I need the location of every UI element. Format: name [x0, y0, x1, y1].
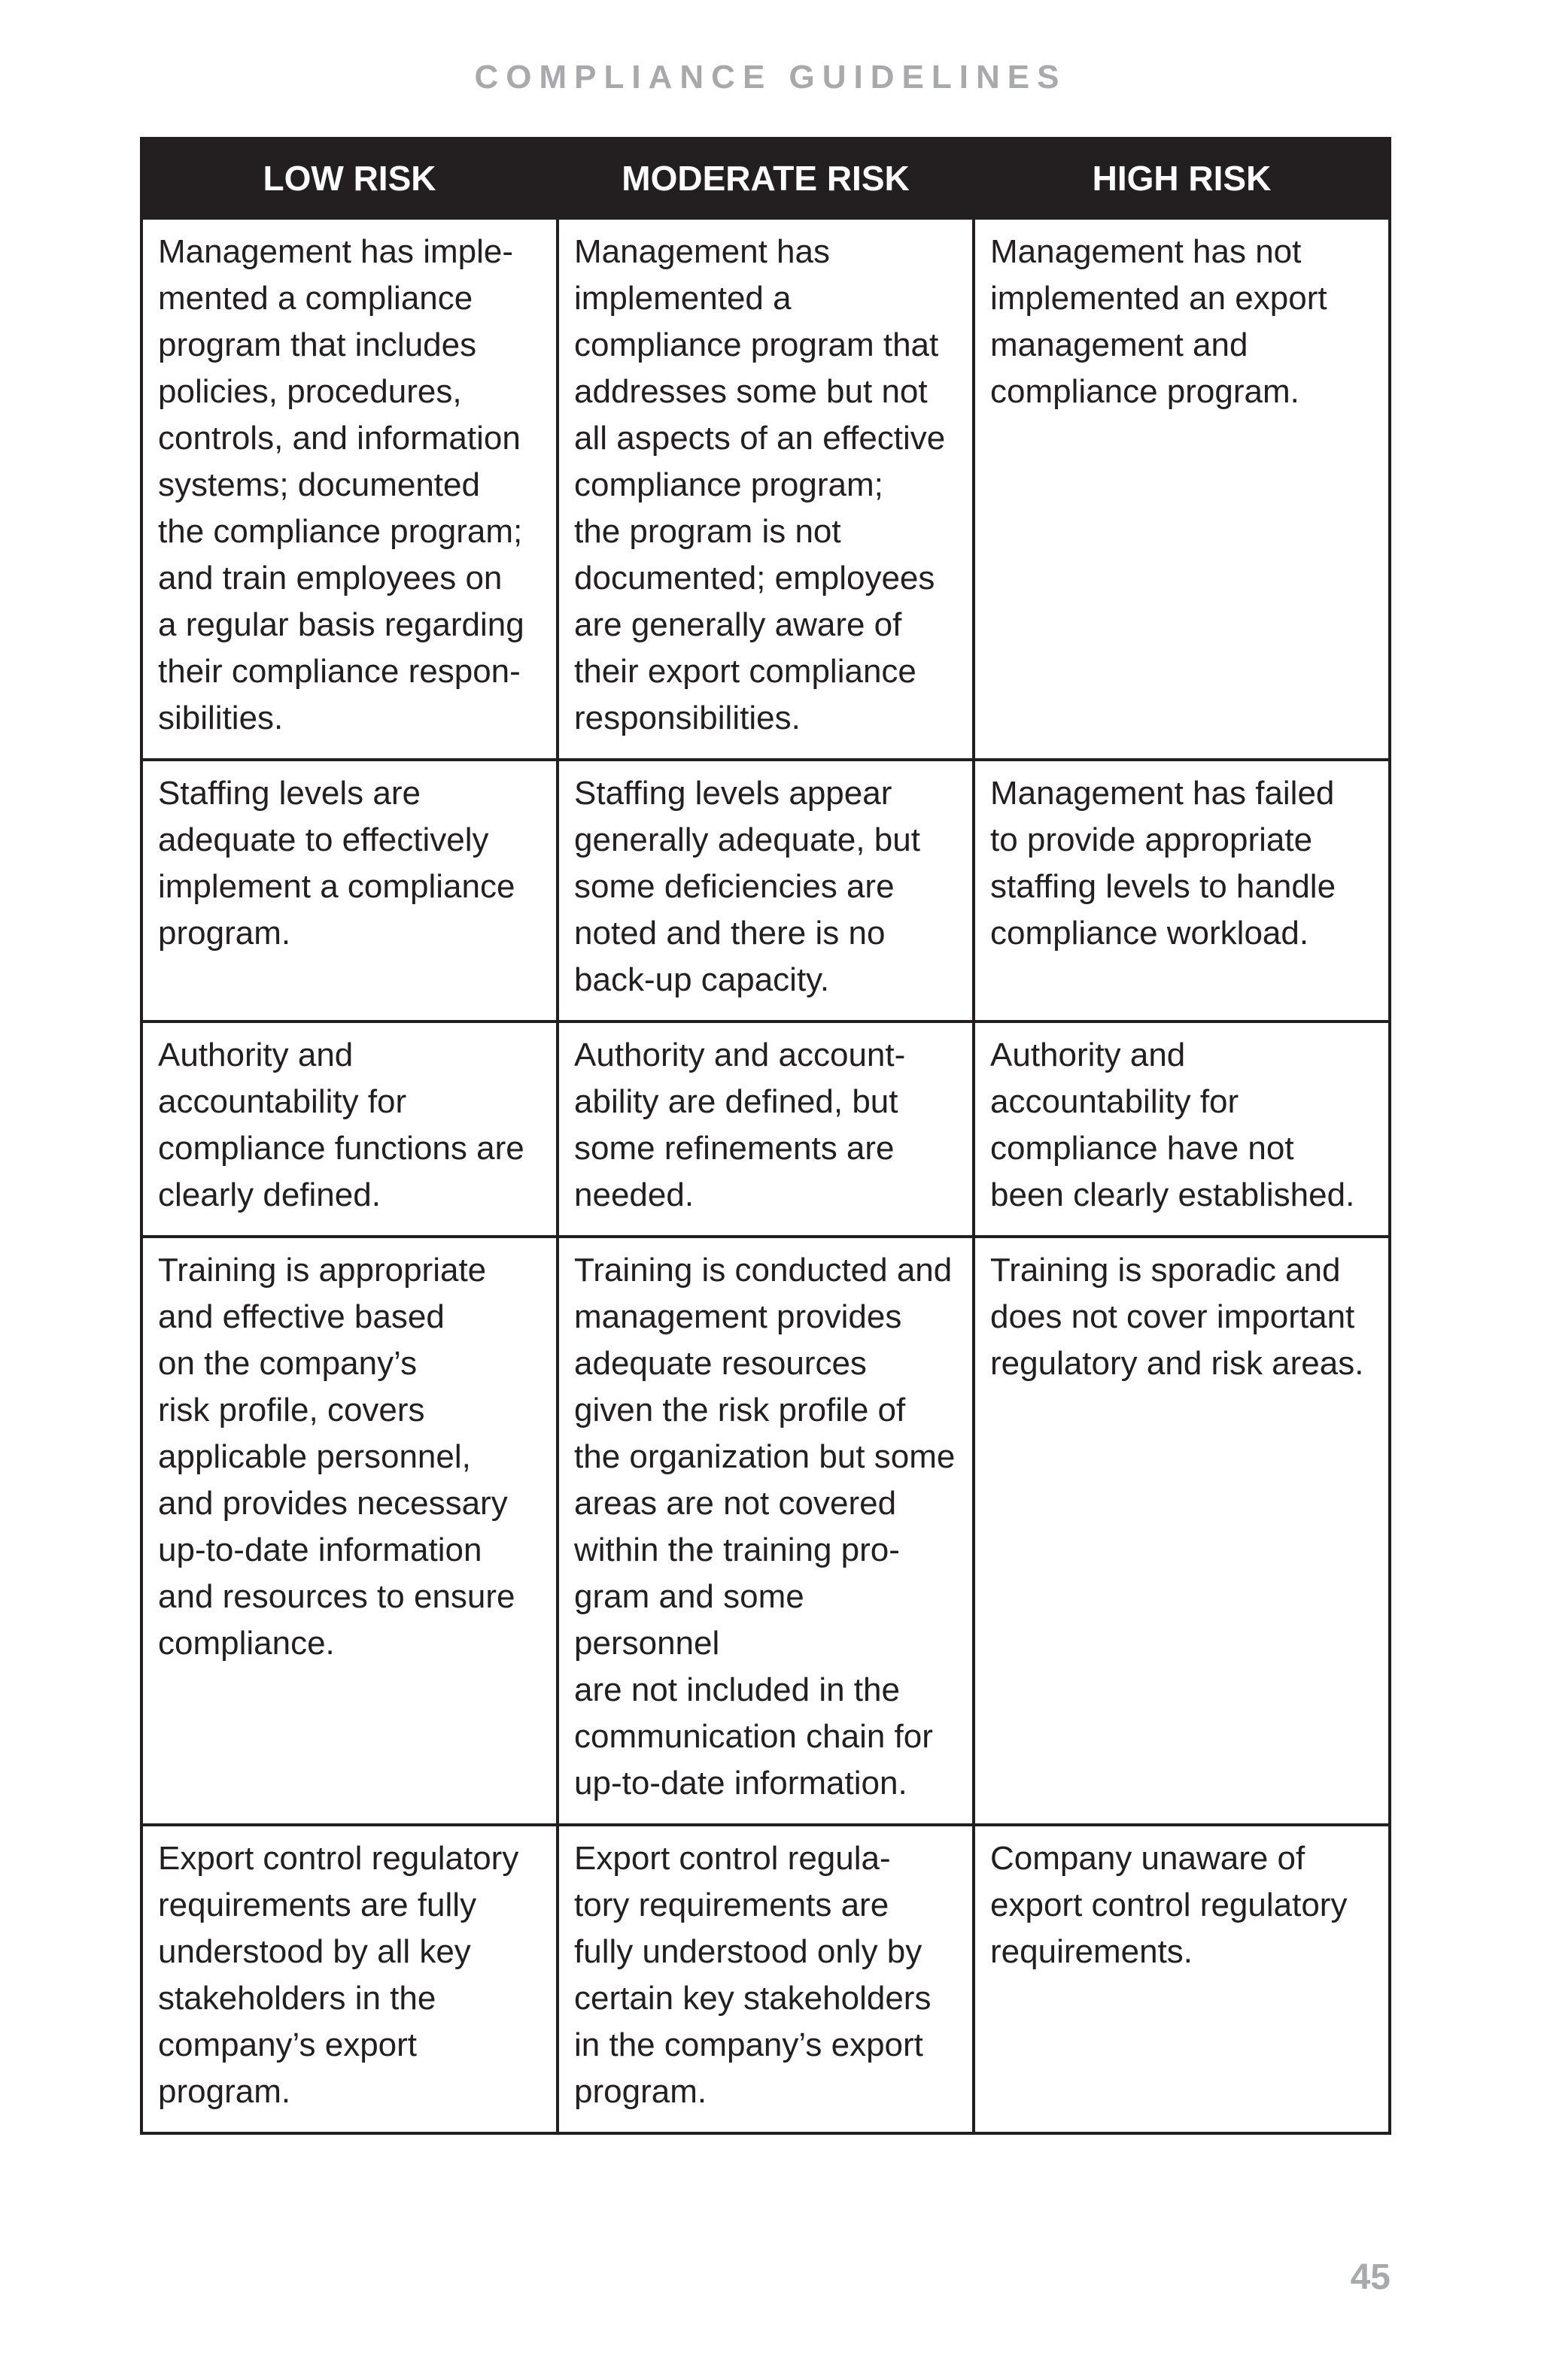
- cell-moderate-risk: Training is conducted and management provides adequate resources given the risk profile of the organization but some areas are not covered within the training pro- gram and some personnel are not included in the communication chain for up-to-date information.: [558, 1237, 974, 1825]
- table-row: [141, 1825, 1390, 2133]
- header-high-risk: HIGH RISK: [974, 138, 1390, 218]
- table-header-row: [141, 138, 1390, 218]
- cell-low-risk: Staffing levels are adequate to effectively implement a compliance program.: [141, 760, 558, 1022]
- table-row: [141, 760, 1390, 1022]
- page-number: 45: [1350, 2257, 1391, 2297]
- cell-high-risk: Authority and accountability for compliance have not been clearly established.: [974, 1022, 1390, 1237]
- cell-low-risk: Training is appropriate and effective based on the company’s risk profile, covers applicable personnel, and provides necessary up-to-date information and resources to ensure compliance.: [141, 1237, 558, 1825]
- risk-table: [140, 137, 1391, 2135]
- table-row: [141, 1022, 1390, 1237]
- running-head: COMPLIANCE GUIDELINES: [474, 59, 1067, 96]
- cell-low-risk: Export control regulatory requirements are fully understood by all key stakeholders in the company’s export program.: [141, 1825, 558, 2133]
- table-row: [141, 218, 1390, 760]
- cell-low-risk: Management has imple- mented a compliance program that includes policies, procedures, controls, and information systems; documented the compliance program; and train employees on a regular basis regarding their compliance respon- sibilities.: [141, 218, 558, 760]
- cell-moderate-risk: Staffing levels appear generally adequate, but some deficiencies are noted and there is no back-up capacity.: [558, 760, 974, 1022]
- cell-high-risk: Company unaware of export control regulatory requirements.: [974, 1825, 1390, 2133]
- cell-moderate-risk: Management has implemented a compliance program that addresses some but not all aspects of an effective compliance program; the program is not documented; employees are generally aware of their export compliance responsibilities.: [558, 218, 974, 760]
- cell-high-risk: Training is sporadic and does not cover important regulatory and risk areas.: [974, 1237, 1390, 1825]
- cell-low-risk: Authority and accountability for compliance functions are clearly defined.: [141, 1022, 558, 1237]
- cell-moderate-risk: Authority and account- ability are defined, but some refinements are needed.: [558, 1022, 974, 1237]
- header-low-risk: LOW RISK: [141, 138, 558, 218]
- table-row: [141, 1237, 1390, 1825]
- cell-high-risk: Management has not implemented an export management and compliance program.: [974, 218, 1390, 760]
- header-moderate-risk: MODERATE RISK: [558, 138, 974, 218]
- cell-high-risk: Management has failed to provide appropriate staffing levels to handle compliance workload.: [974, 760, 1390, 1022]
- cell-moderate-risk: Export control regula- tory requirements are fully understood only by certain key stakeholders in the company’s export program.: [558, 1825, 974, 2133]
